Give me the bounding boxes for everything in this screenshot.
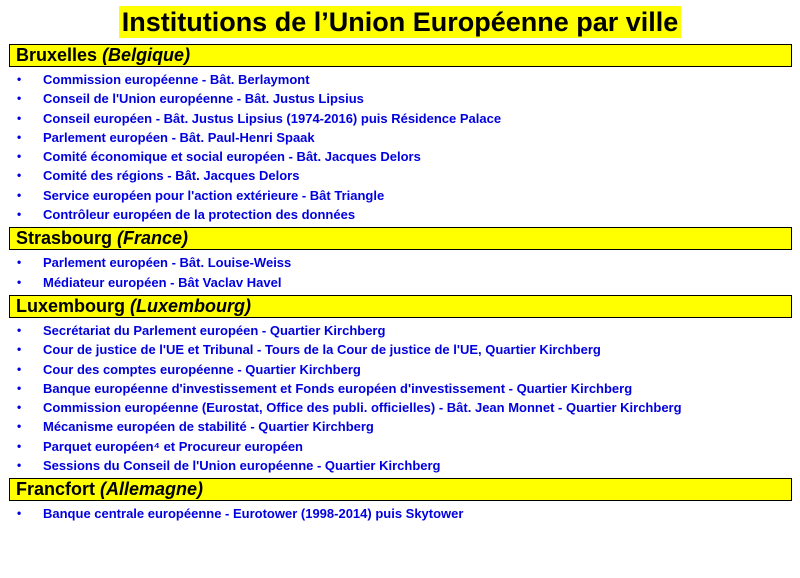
institution-text: Sessions du Conseil de l'Union européenne - Quartier Kirchberg	[43, 458, 441, 474]
list-item	[0, 340, 800, 359]
institution-text: Cour de justice de l'UE et Tribunal - Tours de la Cour de justice de l'UE, Quartier Kirchberg	[43, 342, 601, 358]
institution-text: Parlement européen - Bât. Paul-Henri Spaak	[43, 129, 315, 145]
bullet-icon: •	[17, 361, 22, 376]
list-item	[0, 166, 800, 185]
city-header	[9, 227, 792, 250]
bullet-icon: •	[17, 255, 22, 270]
city-name: Strasbourg	[16, 228, 113, 249]
institution-text: Cour des comptes européenne - Quartier Kirchberg	[43, 361, 361, 377]
bullet-icon: •	[17, 274, 22, 289]
sections-container	[0, 44, 800, 527]
bullet-icon: •	[17, 438, 22, 453]
list-item	[0, 186, 800, 205]
list-item	[0, 273, 800, 292]
list-item	[0, 109, 800, 128]
institution-list	[0, 67, 800, 227]
bullet-icon: •	[17, 187, 22, 202]
list-item	[0, 379, 800, 398]
institution-list	[0, 318, 800, 478]
city-name: Francfort	[16, 479, 96, 500]
list-item	[0, 417, 800, 436]
institution-text: Banque centrale européenne - Eurotower (1998-2014) puis Skytower	[43, 506, 464, 522]
city-header	[9, 478, 792, 501]
list-item	[0, 70, 800, 89]
institution-text: Conseil européen - Bât. Justus Lipsius (1974-2016) puis Résidence Palace	[43, 110, 502, 126]
bullet-icon: •	[17, 419, 22, 434]
list-item	[0, 504, 800, 523]
institution-text: Parquet européen⁴ et Procureur européen	[43, 438, 303, 454]
country-name: (Belgique)	[102, 45, 191, 65]
title-bar	[0, 0, 800, 44]
list-item	[0, 89, 800, 108]
institution-text: Comité économique et social européen - Bât. Jacques Delors	[43, 149, 421, 165]
list-item	[0, 253, 800, 272]
bullet-icon: •	[17, 168, 22, 183]
institution-list	[0, 250, 800, 295]
country-name: (Allemagne)	[100, 479, 204, 500]
bullet-icon: •	[17, 322, 22, 337]
institution-text: Service européen pour l'action extérieure - Bât Triangle	[43, 187, 385, 203]
institution-list	[0, 501, 800, 526]
bullet-icon: •	[17, 129, 22, 144]
bullet-icon: •	[17, 149, 22, 164]
list-item	[0, 147, 800, 166]
city-header	[9, 44, 792, 67]
institution-text: Parlement européen - Bât. Louise-Weiss	[43, 255, 292, 271]
city-name: Bruxelles	[16, 45, 98, 65]
institution-text: Médiateur européen - Bât Vaclav Havel	[43, 274, 282, 290]
bullet-icon: •	[17, 207, 22, 222]
page-title: Institutions de l’Union Européenne par ville	[119, 6, 682, 38]
list-item	[0, 205, 800, 224]
country-name: (Luxembourg)	[130, 295, 252, 316]
bullet-icon: •	[17, 72, 22, 86]
bullet-icon: •	[17, 458, 22, 473]
country-name: (France)	[117, 228, 189, 249]
city-section-1	[0, 227, 800, 295]
list-item	[0, 360, 800, 379]
list-item	[0, 398, 800, 417]
bullet-icon: •	[17, 400, 22, 415]
institution-text: Banque européenne d'investissement et Fonds européen d'investissement - Quartier Kirchberg	[43, 380, 633, 396]
institution-text: Commission européenne - Bât. Berlaymont	[43, 72, 310, 87]
institution-text: Commission européenne (Eurostat, Office des publi. officielles) - Bât. Jean Monnet - Quartier Kirchberg	[43, 400, 682, 416]
city-name: Luxembourg	[16, 295, 126, 316]
list-item	[0, 456, 800, 475]
bullet-icon: •	[17, 380, 22, 395]
city-section-3	[0, 478, 800, 526]
list-item	[0, 321, 800, 340]
city-header	[9, 295, 792, 318]
institution-text: Mécanisme européen de stabilité - Quartier Kirchberg	[43, 419, 374, 435]
bullet-icon: •	[17, 91, 22, 106]
institution-text: Comité des régions - Bât. Jacques Delors	[43, 168, 300, 184]
list-item	[0, 437, 800, 456]
institution-text: Conseil de l'Union européenne - Bât. Justus Lipsius	[43, 91, 364, 107]
city-section-0	[0, 44, 800, 227]
bullet-icon: •	[17, 342, 22, 357]
institution-text: Secrétariat du Parlement européen - Quartier Kirchberg	[43, 322, 386, 338]
institution-text: Contrôleur européen de la protection des données	[43, 207, 356, 223]
bullet-icon: •	[17, 110, 22, 125]
bullet-icon: •	[17, 506, 22, 521]
city-section-2	[0, 295, 800, 478]
list-item	[0, 128, 800, 147]
